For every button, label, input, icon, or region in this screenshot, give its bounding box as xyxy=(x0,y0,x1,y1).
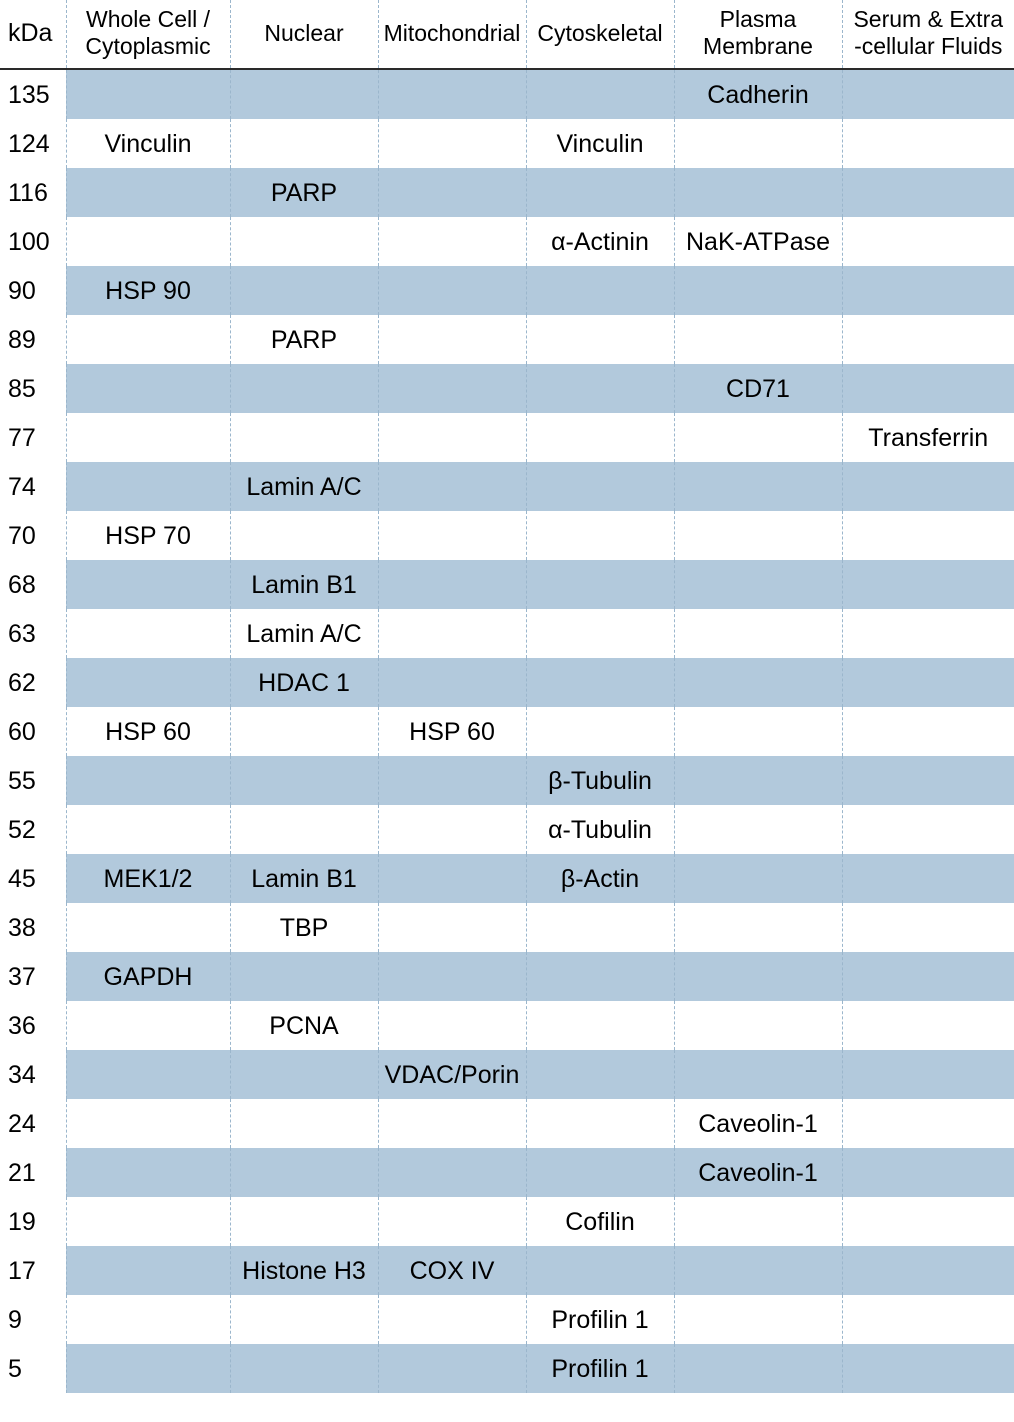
cell-mitochondrial xyxy=(378,903,526,952)
cell-cytoskeletal xyxy=(526,658,674,707)
column-header-plasma-membrane-line1: Plasma xyxy=(719,6,797,32)
cell-cytoskeletal xyxy=(526,511,674,560)
cell-serum xyxy=(842,1148,1014,1197)
cell-nuclear: Lamin B1 xyxy=(230,854,378,903)
cell-cytoskeletal xyxy=(526,413,674,462)
column-header-cytoskeletal: Cytoskeletal xyxy=(526,0,674,69)
cell-serum xyxy=(842,707,1014,756)
cell-mitochondrial xyxy=(378,69,526,119)
table-row xyxy=(0,560,1014,609)
cell-nuclear xyxy=(230,1295,378,1344)
table-row xyxy=(0,511,1014,560)
cell-mitochondrial xyxy=(378,560,526,609)
table-row xyxy=(0,1344,1014,1393)
cell-mitochondrial xyxy=(378,119,526,168)
cell-whole-cell xyxy=(66,756,230,805)
cell-serum xyxy=(842,1001,1014,1050)
column-header-kda: kDa xyxy=(0,0,66,69)
column-header-mitochondrial: Mitochondrial xyxy=(378,0,526,69)
cell-mitochondrial xyxy=(378,266,526,315)
cell-whole-cell xyxy=(66,217,230,266)
cell-nuclear xyxy=(230,119,378,168)
column-header-nuclear: Nuclear xyxy=(230,0,378,69)
cell-cytoskeletal xyxy=(526,1148,674,1197)
cell-kda: 124 xyxy=(0,119,66,168)
table-row xyxy=(0,707,1014,756)
column-header-plasma-membrane-line2: Membrane xyxy=(703,33,813,59)
cell-cytoskeletal xyxy=(526,1050,674,1099)
cell-nuclear xyxy=(230,805,378,854)
cell-nuclear xyxy=(230,1099,378,1148)
cell-serum xyxy=(842,168,1014,217)
cell-nuclear: PARP xyxy=(230,168,378,217)
cell-whole-cell xyxy=(66,1344,230,1393)
cell-cytoskeletal: Profilin 1 xyxy=(526,1295,674,1344)
cell-cytoskeletal xyxy=(526,707,674,756)
cell-whole-cell xyxy=(66,609,230,658)
cell-serum xyxy=(842,1099,1014,1148)
cell-serum xyxy=(842,217,1014,266)
cell-mitochondrial xyxy=(378,658,526,707)
cell-whole-cell xyxy=(66,560,230,609)
cell-whole-cell xyxy=(66,462,230,511)
table-row xyxy=(0,658,1014,707)
cell-mitochondrial xyxy=(378,1148,526,1197)
column-header-whole-cell xyxy=(66,0,230,69)
cell-kda: 116 xyxy=(0,168,66,217)
cell-kda: 36 xyxy=(0,1001,66,1050)
cell-nuclear: HDAC 1 xyxy=(230,658,378,707)
cell-plasma-membrane: NaK-ATPase xyxy=(674,217,842,266)
cell-kda: 63 xyxy=(0,609,66,658)
cell-kda: 60 xyxy=(0,707,66,756)
cell-kda: 19 xyxy=(0,1197,66,1246)
table-row xyxy=(0,903,1014,952)
cell-serum xyxy=(842,1344,1014,1393)
cell-serum xyxy=(842,609,1014,658)
cell-nuclear: Lamin B1 xyxy=(230,560,378,609)
cell-whole-cell: GAPDH xyxy=(66,952,230,1001)
cell-serum xyxy=(842,756,1014,805)
cell-kda: 24 xyxy=(0,1099,66,1148)
cell-cytoskeletal: α-Tubulin xyxy=(526,805,674,854)
column-header-serum-line2: -cellular Fluids xyxy=(854,33,1003,59)
cell-nuclear xyxy=(230,1197,378,1246)
cell-mitochondrial: VDAC/Porin xyxy=(378,1050,526,1099)
cell-cytoskeletal xyxy=(526,1001,674,1050)
cell-cytoskeletal xyxy=(526,1099,674,1148)
cell-serum xyxy=(842,69,1014,119)
cell-cytoskeletal xyxy=(526,364,674,413)
cell-serum xyxy=(842,511,1014,560)
cell-mitochondrial xyxy=(378,1099,526,1148)
cell-mitochondrial: HSP 60 xyxy=(378,707,526,756)
cell-kda: 37 xyxy=(0,952,66,1001)
cell-nuclear xyxy=(230,69,378,119)
cell-kda: 9 xyxy=(0,1295,66,1344)
table-row xyxy=(0,69,1014,119)
cell-plasma-membrane xyxy=(674,1197,842,1246)
cell-serum xyxy=(842,462,1014,511)
table-body xyxy=(0,69,1014,1393)
cell-plasma-membrane: Caveolin-1 xyxy=(674,1148,842,1197)
cell-cytoskeletal: α-Actinin xyxy=(526,217,674,266)
cell-serum: Transferrin xyxy=(842,413,1014,462)
cell-kda: 34 xyxy=(0,1050,66,1099)
cell-plasma-membrane xyxy=(674,560,842,609)
cell-whole-cell xyxy=(66,805,230,854)
table-row xyxy=(0,854,1014,903)
cell-plasma-membrane xyxy=(674,413,842,462)
cell-whole-cell: HSP 60 xyxy=(66,707,230,756)
cell-nuclear: Histone H3 xyxy=(230,1246,378,1295)
table-row xyxy=(0,217,1014,266)
cell-whole-cell: HSP 90 xyxy=(66,266,230,315)
cell-cytoskeletal: Cofilin xyxy=(526,1197,674,1246)
cell-plasma-membrane xyxy=(674,1001,842,1050)
cell-cytoskeletal xyxy=(526,609,674,658)
cell-mitochondrial xyxy=(378,1344,526,1393)
table-row xyxy=(0,756,1014,805)
table-row xyxy=(0,413,1014,462)
table-row xyxy=(0,1148,1014,1197)
cell-cytoskeletal xyxy=(526,952,674,1001)
cell-mitochondrial xyxy=(378,1295,526,1344)
cell-plasma-membrane: CD71 xyxy=(674,364,842,413)
cell-kda: 17 xyxy=(0,1246,66,1295)
cell-plasma-membrane xyxy=(674,1344,842,1393)
cell-serum xyxy=(842,805,1014,854)
cell-whole-cell xyxy=(66,1050,230,1099)
cell-kda: 55 xyxy=(0,756,66,805)
cell-mitochondrial xyxy=(378,805,526,854)
cell-cytoskeletal xyxy=(526,462,674,511)
table-row xyxy=(0,609,1014,658)
cell-mitochondrial xyxy=(378,511,526,560)
cell-plasma-membrane xyxy=(674,609,842,658)
cell-serum xyxy=(842,1050,1014,1099)
cell-plasma-membrane xyxy=(674,1295,842,1344)
cell-whole-cell xyxy=(66,364,230,413)
cell-mitochondrial xyxy=(378,756,526,805)
cell-whole-cell: Vinculin xyxy=(66,119,230,168)
cell-cytoskeletal: Profilin 1 xyxy=(526,1344,674,1393)
cell-nuclear xyxy=(230,707,378,756)
cell-cytoskeletal: Vinculin xyxy=(526,119,674,168)
cell-whole-cell xyxy=(66,658,230,707)
cell-plasma-membrane xyxy=(674,511,842,560)
cell-plasma-membrane xyxy=(674,756,842,805)
cell-plasma-membrane: Caveolin-1 xyxy=(674,1099,842,1148)
cell-mitochondrial xyxy=(378,462,526,511)
cell-mitochondrial xyxy=(378,364,526,413)
cell-cytoskeletal xyxy=(526,266,674,315)
table-row xyxy=(0,1099,1014,1148)
cell-kda: 52 xyxy=(0,805,66,854)
cell-plasma-membrane: Cadherin xyxy=(674,69,842,119)
cell-mitochondrial xyxy=(378,217,526,266)
table-row xyxy=(0,266,1014,315)
cell-mitochondrial xyxy=(378,1001,526,1050)
cell-serum xyxy=(842,903,1014,952)
cell-nuclear xyxy=(230,1344,378,1393)
table-row xyxy=(0,805,1014,854)
cell-whole-cell xyxy=(66,69,230,119)
cell-plasma-membrane xyxy=(674,707,842,756)
cell-kda: 90 xyxy=(0,266,66,315)
cell-cytoskeletal xyxy=(526,69,674,119)
cell-nuclear xyxy=(230,511,378,560)
cell-whole-cell xyxy=(66,1295,230,1344)
cell-cytoskeletal xyxy=(526,903,674,952)
cell-mitochondrial xyxy=(378,854,526,903)
cell-nuclear xyxy=(230,217,378,266)
cell-nuclear: Lamin A/C xyxy=(230,462,378,511)
cell-whole-cell xyxy=(66,168,230,217)
table-row xyxy=(0,952,1014,1001)
cell-serum xyxy=(842,1246,1014,1295)
cell-plasma-membrane xyxy=(674,462,842,511)
cell-mitochondrial xyxy=(378,609,526,658)
cell-cytoskeletal: β-Actin xyxy=(526,854,674,903)
cell-kda: 45 xyxy=(0,854,66,903)
cell-mitochondrial: COX IV xyxy=(378,1246,526,1295)
cell-serum xyxy=(842,854,1014,903)
cell-nuclear xyxy=(230,266,378,315)
cell-serum xyxy=(842,266,1014,315)
cell-cytoskeletal xyxy=(526,560,674,609)
table-header xyxy=(0,0,1014,69)
cell-mitochondrial xyxy=(378,952,526,1001)
cell-plasma-membrane xyxy=(674,168,842,217)
cell-kda: 77 xyxy=(0,413,66,462)
column-header-serum-line1: Serum & Extra xyxy=(853,6,1004,32)
table-row xyxy=(0,168,1014,217)
cell-nuclear: TBP xyxy=(230,903,378,952)
cell-nuclear xyxy=(230,1050,378,1099)
table-row xyxy=(0,119,1014,168)
cell-whole-cell xyxy=(66,1246,230,1295)
table-row xyxy=(0,1050,1014,1099)
table-row xyxy=(0,1246,1014,1295)
cell-whole-cell: HSP 70 xyxy=(66,511,230,560)
cell-plasma-membrane xyxy=(674,119,842,168)
cell-serum xyxy=(842,658,1014,707)
cell-whole-cell: MEK1/2 xyxy=(66,854,230,903)
table-row xyxy=(0,462,1014,511)
cell-kda: 89 xyxy=(0,315,66,364)
cell-whole-cell xyxy=(66,1148,230,1197)
cell-whole-cell xyxy=(66,1197,230,1246)
cell-kda: 70 xyxy=(0,511,66,560)
cell-whole-cell xyxy=(66,1099,230,1148)
cell-nuclear xyxy=(230,756,378,805)
cell-kda: 85 xyxy=(0,364,66,413)
cell-serum xyxy=(842,364,1014,413)
cell-kda: 21 xyxy=(0,1148,66,1197)
cell-cytoskeletal xyxy=(526,1246,674,1295)
cell-kda: 74 xyxy=(0,462,66,511)
column-header-whole-cell-line1: Whole Cell / xyxy=(86,6,210,32)
cell-mitochondrial xyxy=(378,315,526,364)
cell-whole-cell xyxy=(66,413,230,462)
cell-nuclear: PARP xyxy=(230,315,378,364)
cell-plasma-membrane xyxy=(674,1050,842,1099)
column-header-plasma-membrane xyxy=(674,0,842,69)
cell-kda: 5 xyxy=(0,1344,66,1393)
cell-whole-cell xyxy=(66,903,230,952)
column-header-whole-cell-line2: Cytoplasmic xyxy=(85,33,211,59)
cell-mitochondrial xyxy=(378,1197,526,1246)
cell-kda: 135 xyxy=(0,69,66,119)
cell-nuclear xyxy=(230,1148,378,1197)
cell-nuclear xyxy=(230,413,378,462)
table-row xyxy=(0,1197,1014,1246)
cell-nuclear xyxy=(230,364,378,413)
table-row xyxy=(0,315,1014,364)
cell-nuclear: PCNA xyxy=(230,1001,378,1050)
cell-serum xyxy=(842,952,1014,1001)
cell-serum xyxy=(842,560,1014,609)
cell-plasma-membrane xyxy=(674,315,842,364)
cell-serum xyxy=(842,119,1014,168)
cell-mitochondrial xyxy=(378,413,526,462)
table-row xyxy=(0,1001,1014,1050)
cell-whole-cell xyxy=(66,1001,230,1050)
cell-kda: 68 xyxy=(0,560,66,609)
cell-plasma-membrane xyxy=(674,952,842,1001)
cell-plasma-membrane xyxy=(674,658,842,707)
header-row xyxy=(0,0,1014,69)
cell-mitochondrial xyxy=(378,168,526,217)
table-row xyxy=(0,364,1014,413)
cell-nuclear: Lamin A/C xyxy=(230,609,378,658)
cell-nuclear xyxy=(230,952,378,1001)
cell-plasma-membrane xyxy=(674,266,842,315)
cell-plasma-membrane xyxy=(674,805,842,854)
cell-kda: 100 xyxy=(0,217,66,266)
cell-cytoskeletal: β-Tubulin xyxy=(526,756,674,805)
cell-whole-cell xyxy=(66,315,230,364)
cell-plasma-membrane xyxy=(674,854,842,903)
cell-serum xyxy=(842,1295,1014,1344)
table-row xyxy=(0,1295,1014,1344)
cell-serum xyxy=(842,1197,1014,1246)
cell-plasma-membrane xyxy=(674,903,842,952)
cell-serum xyxy=(842,315,1014,364)
cell-cytoskeletal xyxy=(526,315,674,364)
column-header-serum xyxy=(842,0,1014,69)
cell-cytoskeletal xyxy=(526,168,674,217)
cell-kda: 38 xyxy=(0,903,66,952)
cell-kda: 62 xyxy=(0,658,66,707)
cell-plasma-membrane xyxy=(674,1246,842,1295)
